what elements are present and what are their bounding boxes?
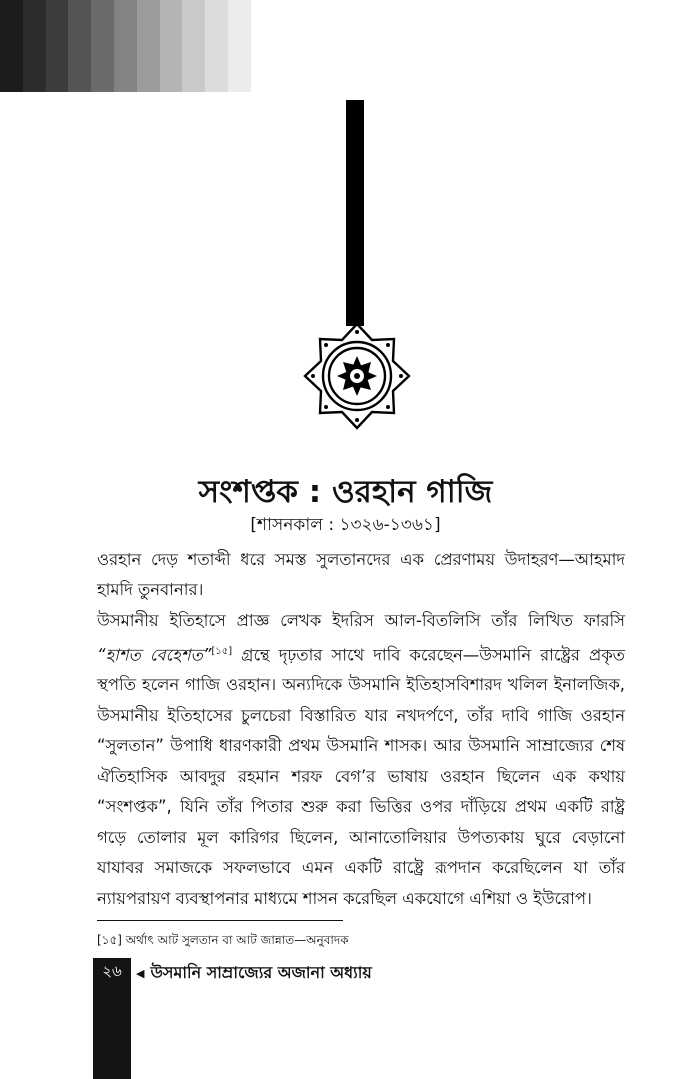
grayscale-swatch-3	[46, 0, 69, 92]
paragraph-text-2: গ্রন্থে দৃঢ়তার সাথে দাবি করেছেন—উসমানি রাষ্ট্রের প্রকৃত স্থপতি হলেন গাজি ওরহান। অন্যদিকে উসমানি ইতিহাসবিশারদ খলিল ইনালজিক, উসমানীয় ইতিহাসের চুলচেরা বিস্তারিত যার নখদর্পণে, তাঁর দাবি গাজি ওরহান “সুলতান” উপাধি ধারণকারী প্রথম উসমানি শাসক। আর উসমানি সাম্রাজ্যের শেষ ঐতিহাসিক আবদুর রহমান শরফ বেগ’র ভাষায় ওরহান ছিলেন এক কথায় “সংশপ্তক”, যিনি তাঁর পিতার শুরু করা ভিত্তির ওপর দাঁড়িয়ে প্রথম একটি রাষ্ট্র গড়ে তোলার মূল কারিগর ছিলেন, আনাতোলিয়ার উপত্যকায় ঘুরে বেড়ানো যাযাবর সমাজকে সফলভাবে এমন একটি রাষ্ট্রে রূপদান করেছিলেন যা তাঁর ন্যায়পরায়ণ ব্যবস্থাপনার মাধ্যমে শাসন করেছিল একযোগে এশিয়া ও ইউরোপ।	[97, 644, 625, 908]
grayscale-swatch-8	[160, 0, 183, 92]
grayscale-calibration-strip	[0, 0, 251, 92]
grayscale-swatch-1	[0, 0, 23, 92]
book-title: উসমানি সাম্রাজ্যের অজানা অধ্যায়	[150, 963, 372, 982]
reign-period: [শাসনকাল : ১৩২৬-১৩৬১]	[250, 515, 441, 535]
footnote-reference[interactable]: [১৫]	[211, 645, 233, 657]
grayscale-swatch-5	[91, 0, 114, 92]
grayscale-swatch-11	[228, 0, 251, 92]
grayscale-swatch-6	[114, 0, 137, 92]
page-number: ২৬	[102, 962, 122, 980]
ornament-stem	[346, 100, 364, 326]
paragraph-text-1: উসমানীয় ইতিহাসে প্রাজ্ঞ লেখক ইদরিস আল-বিতলিসি তাঁর লিখিত ফারসি	[97, 611, 625, 630]
footnote-text: [১৫] অর্থাৎ আট সুলতান বা আট জান্নাত—অনুবাদক	[97, 933, 349, 947]
running-footer	[136, 960, 372, 987]
book-name: “হাশত বেহেশত”	[97, 644, 212, 664]
grayscale-swatch-4	[68, 0, 91, 92]
grayscale-swatch-9	[182, 0, 205, 92]
ornament-medallion-icon	[301, 320, 413, 432]
grayscale-swatch-2	[23, 0, 46, 92]
triangle-left-icon: ◀	[136, 967, 145, 980]
grayscale-swatch-7	[137, 0, 160, 92]
chapter-title: সংশপ্তক : ওরহান গাজি	[198, 474, 493, 510]
epigraph-quote: ওরহান দেড় শতাব্দী ধরে সমস্ত সুলতানদের এক প্রেরণাময় উদাহরণ—আহমাদ হামদি তুনবানার।	[97, 550, 625, 599]
grayscale-swatch-10	[205, 0, 228, 92]
body-paragraph	[97, 606, 625, 914]
footnote-divider	[97, 920, 343, 921]
